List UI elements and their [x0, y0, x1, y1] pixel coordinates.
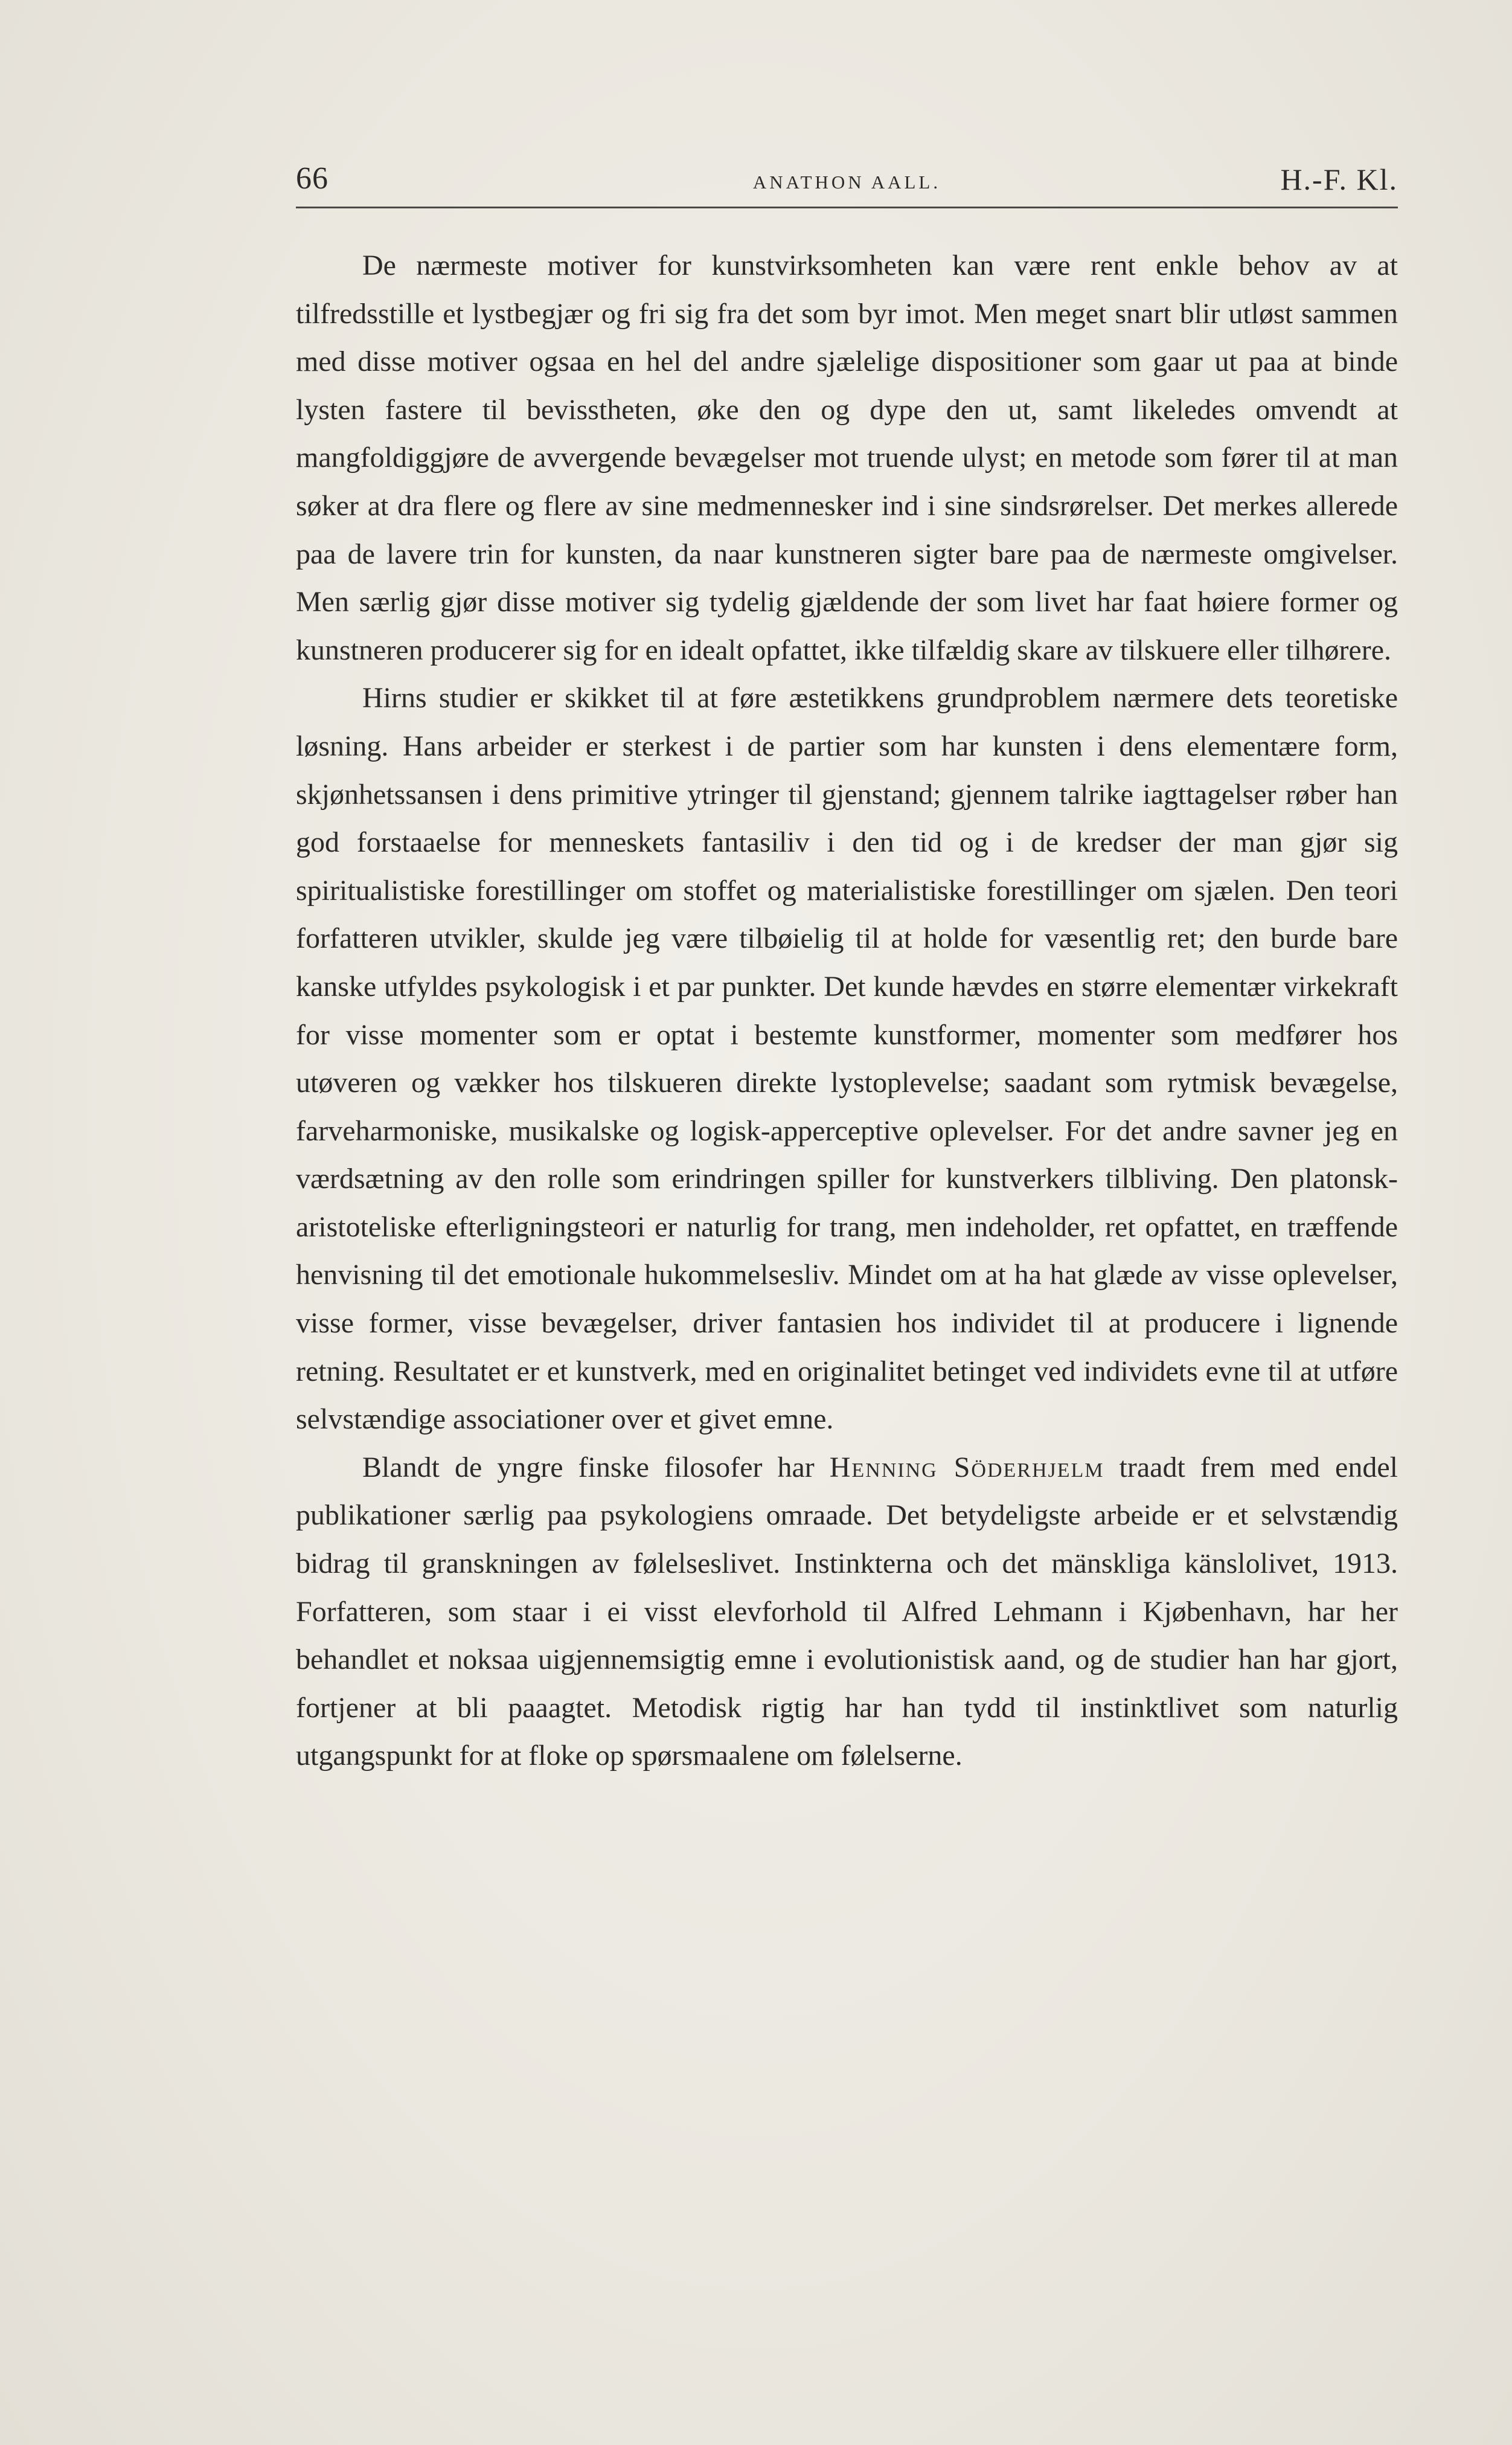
- running-title: ANATHON AALL.: [752, 172, 941, 193]
- paragraph-3-lead: Blandt de yngre finske filosofer har: [362, 1451, 830, 1483]
- paragraph-3-rest: traadt frem med endel publikationer særlig paa psykologiens omraade. Det betydeligste arbeide er et selvstændig bidrag til granskningen av følelseslivet. Instinkterna och det mänskliga känslolivet, 1913. Forfatteren, som staar i ei visst elevforhold til Alfred Lehmann i Kjøbenhavn, har her behandlet et noksaa uigjennemsigtig emne i evolutionistisk aand, og de studier han har gjort, fortjener at bli paaagtet. Metodisk rigtig har han tydd til instinktlivet som naturlig utgangspunkt for at floke op spørsmaalene om følelserne.: [296, 1451, 1398, 1772]
- author-name: Henning Söderhjelm: [829, 1451, 1104, 1483]
- page-number: 66: [296, 161, 328, 196]
- paragraph-3: [296, 1444, 1398, 1780]
- paragraph-1: De nærmeste motiver for kunstvirksomheten kan være rent enkle behov av at tilfredsstille et lystbegjær og fri sig fra det som byr imot. Men meget snart blir utløst sammen med disse motiver ogsaa en hel del andre sjælelige dispositioner som gaar ut paa at binde lysten fastere til bevisstheten, øke den og dype den ut, samt likeledes omvendt at mangfoldiggjøre de avvergende bevægelser mot truende ulyst; en metode som fører til at man søker at dra flere og flere av sine medmennesker ind i sine sindsrørelser. Det merkes allerede paa de lavere trin for kunsten, da naar kunstneren sigter bare paa de nærmeste omgivelser. Men særlig gjør disse motiver sig tydelig gjældende der som livet har faat høiere former og kunstneren producerer sig for en idealt opfattet, ikke tilfældig skare av tilskuere eller tilhørere.: [296, 249, 1398, 666]
- running-header: [296, 158, 1398, 208]
- section-mark: H.-F. Kl.: [1280, 162, 1398, 196]
- paragraph-2: Hirns studier er skikket til at føre æstetikkens grundproblem nærmere dets teoretiske løsning. Hans arbeider er sterkest i de partier som har kunsten i dens elementære form, skjønhetssansen i dens primitive ytringer til gjenstand; gjennem talrike iagttagelser røber han god forstaaelse for menneskets fantasiliv i den tid og i de kredser der man gjør sig spiritualistiske forestillinger om stoffet og materialistiske forestillinger om sjælen. Den teori forfatteren utvikler, skulde jeg være tilbøielig til at holde for væsentlig ret; den burde bare kanske utfyldes psykologisk i et par punkter. Det kunde hævdes en større elementær virkekraft for visse momenter som er optat i bestemte kunstformer, momenter som medfører hos utøveren og vækker hos tilskueren direkte lystoplevelse; saadant som rytmisk bevægelse, farveharmoniske, musikalske og logisk-apperceptive oplevelser. For det andre savner jeg en værdsætning av den rolle som erindringen spiller for kunstverkers tilbliving. Den platonsk-aristoteliske efterligningsteori er naturlig for trang, men indeholder, ret opfattet, en træffende henvisning til det emotionale hukommelsesliv. Mindet om at ha hat glæde av visse oplevelser, visse former, visse bevægelser, driver fantasien hos individet til at producere i lignende retning. Resultatet er et kunstverk, med en originalitet betinget ved individets evne til at utføre selvstændige associationer over et givet emne.: [296, 682, 1398, 1436]
- body-text: [296, 242, 1398, 1780]
